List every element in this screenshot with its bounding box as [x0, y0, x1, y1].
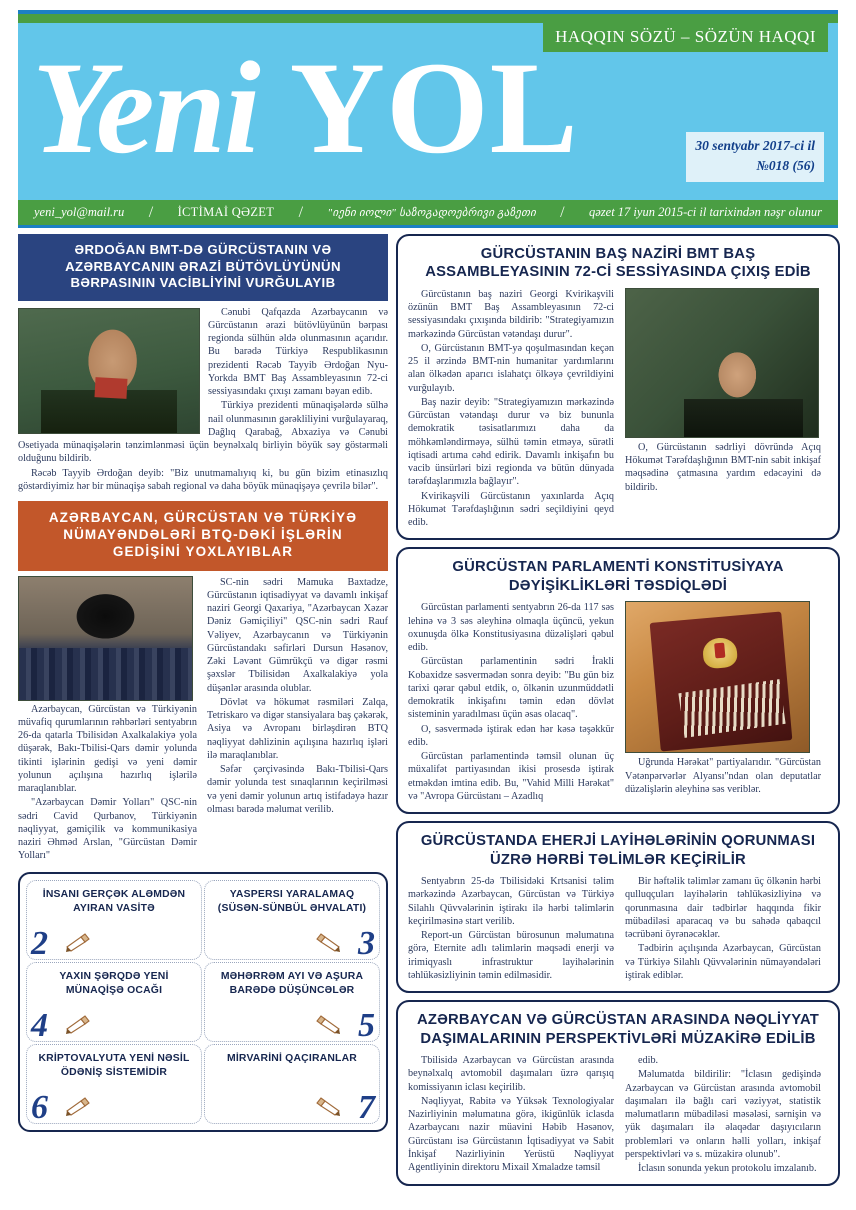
paragraph: Azərbaycan, Gürcüstan və Türkiyənin müvafiq qurumlarının rəhbərləri sentyabrın 26-da qatarla Tbilisidən Axalkalakiyə yola düşərək, Bakı-Tbilisi-Qars dəmir yolunda tikinti işlərinin gedişi və yeni dəmir yolunun açılışına hazırlıq işlərilə maraqlanıblar.: [18, 703, 197, 795]
title-word-yol: YOL: [289, 34, 579, 181]
left-column: [18, 234, 388, 1186]
article-military-drills-body: [408, 875, 828, 983]
contact-email[interactable]: yeni_yol@mail.ru: [34, 205, 125, 219]
article-transport[interactable]: [396, 1000, 840, 1186]
erdogan-photo: [18, 308, 200, 434]
article-kvirikashvili[interactable]: [396, 234, 840, 540]
contents-index-grid: [25, 879, 381, 1125]
index-item-page: 3: [358, 924, 375, 962]
article-military-drills-col-right: [625, 875, 821, 983]
article-btk-col-left: [18, 576, 197, 864]
content-area: [18, 234, 838, 1186]
paragraph: O, səsvermədə iştirak edən hər kəsə təşəkkür edib.: [408, 723, 614, 748]
article-military-drills-headline: GÜRCÜSTANDA EHERJİ LAYİHƏLƏRİNİN QORUNMASI ÜZRƏ HƏRBİ TƏLİMLƏR KEÇİRİLİR: [420, 833, 816, 868]
index-item-4[interactable]: [26, 962, 202, 1042]
paragraph: Tbilisidə Azərbaycan və Gürcüstan arasında beynəlxalq avtomobil daşımaları üzrə qarışıq komissiyanın iclası keçirilib.: [408, 1055, 614, 1093]
paragraph: Nəqliyyat, Rabitə və Yüksək Texnologiyalar Nazirliyinin məlumatına görə, ikigünlük iclasda Azərbaycanı nazir müavini Həbib Həsənov, Gürcüstanı isə Gürcüstanın İqtisadiyyat və Sabit İnkişaf Nazirliyinin Yerüstü Nəqliyyat Agentliyinin direktoru Mixail Xmaladze təmsil: [408, 1095, 614, 1174]
paragraph: Kvirikaşvili Gürcüstanın yaxınlarda Açıq Hökumət Tərəfdaşlığının sədri seçildiyini qeyd edib.: [408, 490, 614, 529]
article-kvirikashvili-headline: GÜRCÜSTANIN BAŞ NAZİRİ BMT BAŞ ASSAMBLEYASININ 72-Cİ SESSİYASINDA ÇIXIŞ EDİB: [425, 246, 811, 281]
pen-icon: [65, 1015, 99, 1035]
article-kvirikashvili-col-left: [408, 288, 614, 531]
article-btk-col-right: [207, 576, 388, 864]
index-item-2[interactable]: [26, 880, 202, 960]
right-column: [396, 234, 840, 1186]
georgian-subtitle: "იენი იოლი" საზოგადოებრივი გაზეთი: [327, 207, 536, 219]
index-item-page: 7: [358, 1088, 375, 1126]
index-item-title: İNSANI GERÇƏK ALƏMDƏN AYIRAN VASİTƏ: [42, 888, 186, 914]
publication-info-bar: [18, 200, 838, 228]
article-constitution[interactable]: [396, 547, 840, 814]
article-erdogan-headline: ƏRDOĞAN BMT-DƏ GÜRCÜSTANIN VƏ AZƏRBAYCANIN ƏRAZİ BÜTÖVLÜYÜNÜN BƏRPASININ VACİBLİYİNİ VURĞULAYIB: [18, 234, 388, 301]
paragraph: O, Gürcüstanın sədrliyi dövründə Açıq Hökumət Tərəfdaşlığının BMT-nin sabit inkişaf məqsədinə çatmasına yardım edəcəyini də bildirib.: [625, 441, 821, 493]
issue-info-box: [686, 132, 824, 182]
paragraph: İclasın sonunda yekun protokolu imzalanıb.: [638, 1163, 817, 1175]
article-constitution-body: [408, 601, 828, 804]
georgia-emblem-icon: [702, 637, 738, 670]
paragraph: Sentyabrın 25-də Tbilisidəki Krtsanisi təlim mərkəzində Azərbaycan, Gürcüstan və Türkiyə Silahlı Qüvvələrinin iştirakı ilə hərbi təlimlərin keçirilməsinə start verilib.: [408, 876, 614, 927]
divider-2: /: [298, 203, 304, 221]
paragraph: Gürcüstan parlamentində təmsil olunan üç müxalifət partiyasından ikisi prosesdə iştirak etməkdən imtina edib. Bu, "Vahid Milli Hərəkat" və "Avropa Gürcüstanı – Azadlıq: [408, 751, 614, 802]
article-constitution-col-right: [625, 601, 821, 804]
divider-1: /: [148, 203, 154, 221]
paragraph: Dövlət və hökumət rəsmiləri Zalqa, Tetriskaro və digər stansiyalara baş çəkərək, Asiya və Avropanı birləşdirən BTQ nəqliyyat dəhlizinin açılışına hazırlıq işləri ilə maraqlanıblar.: [207, 696, 388, 761]
paragraph: Gürcüstan parlamentinin sədri İrakli Kobaxidze səsvermədən sonra deyib: "Bu gün biz tarixi qərar qəbul etdik, o, ölkənin uzunmüddətli demokratik inkişafını təmin edən dövlət sisteminin yaradılması üçün əsas olacaq".: [408, 656, 614, 721]
index-item-page: 2: [31, 924, 48, 962]
article-btk-headline: AZƏRBAYCAN, GÜRCÜSTAN VƏ TÜRKİYƏ NÜMAYƏNDƏLƏRİ BTQ-DƏKİ İŞLƏRİN GEDİŞİNİ YOXLAYIBLAR: [18, 501, 388, 571]
paragraph: Türkiyə prezidenti münaqişələrdə sülhə nail olunmasının gərəkliliyini vurğulayaraq, Dağlıq Qarabağ, Abxaziya və Cənubi Osetiyada münaqişələrin tənzimlənməsi üçün beynəlxalq birliyin böyük səy göstərməli olduğunu bildirib.: [18, 400, 388, 465]
paragraph: Rəcəb Tayyib Ərdoğan deyib: "Biz unutmamalıyıq ki, bu gün bizim etinasızlıq göstərdiyimiz hər bir münaqişə sabah regional və daha böyük münaqişəyə çevrilə bilər".: [18, 467, 388, 492]
divider-3: /: [560, 203, 565, 221]
title-word-yeni: Yeni: [32, 34, 290, 181]
article-kvirikashvili-body: [408, 288, 828, 531]
paragraph: edib.: [638, 1055, 659, 1067]
article-transport-body: [408, 1054, 828, 1176]
article-transport-col-left: [408, 1054, 614, 1176]
paragraph: Məlumatda bildirilir: "İclasın gedişində Azərbaycan və Gürcüstan arasında avtomobil daşımaları ilə bağlı cari vəziyyət, statistik məlumatların mübadiləsi məsələsi, sərnişin və yük daşımaları ilə əlaqədar daşıyıcıların problemləri və onların həlli yolları, inkişaf perspektivləri və s. müzakirə olunub".: [625, 1069, 821, 1160]
article-btk-col-left-text: [18, 701, 197, 863]
pen-icon: [65, 933, 99, 953]
paragraph: "Azərbaycan Dəmir Yolları" QSC-nin sədri Cavid Qurbanov, Türkiyənin nəqliyyat, gəmiçilik və kommunikasiya naziri Əhməd Arslan, "Gürcüstan Dəmir Yolları": [18, 797, 197, 862]
pen-icon: [307, 1097, 341, 1117]
kvirikashvili-photo: [625, 288, 819, 438]
paragraph: Report-un Gürcüstan bürosunun məlumatına görə, Eternite adlı təlimlərin məqsədi enerji və irimiqyaslı infrastruktur layihələrinin təhlükəsizliyinin təmin edilməsidir.: [408, 930, 614, 981]
paragraph: Səfər çərçivəsində Bakı-Tbilisi-Qars dəmir yolunda test sınaqlarının keçirilməsi və yeni dəmir yolunun artıq istifadəyə hazır olması barədə məlumat verilib.: [207, 764, 388, 815]
index-item-title: KRİPTOVALYUTA YENİ NƏSİL ÖDƏNİŞ SİSTEMİDİR: [38, 1052, 190, 1078]
issue-date: 30 sentyabr 2017-ci il: [695, 138, 815, 153]
newspaper-slogan: HAQQIN SÖZÜ – SÖZÜN HAQQI: [543, 23, 828, 52]
article-military-drills[interactable]: [396, 821, 840, 993]
article-constitution-col-left: [408, 601, 614, 804]
article-kvirikashvili-col-right: [625, 288, 821, 531]
article-constitution-caption: [625, 753, 821, 796]
masthead: [18, 10, 838, 200]
index-item-6[interactable]: [26, 1044, 202, 1124]
constitution-book-photo: [625, 601, 810, 753]
index-item-3[interactable]: [204, 880, 380, 960]
index-item-title: MƏHƏRRƏM AYI VƏ AŞURA BARƏDƏ DÜŞÜNCƏLƏR: [220, 970, 364, 996]
masthead-green-bar: [18, 14, 838, 23]
newspaper-front-page: [0, 10, 856, 1210]
index-item-title: MİRVARİNİ QAÇIRANLAR: [226, 1052, 358, 1064]
publication-type: İCTİMAİ QƏZET: [177, 205, 275, 219]
paragraph: O, Gürcüstanın BMT-yə qoşulmasından keçən 25 il ərzində BMT-nin humanitar yardımlarını alan ölkədən aparıcı islahatçı ölkəyə çevrildiyini vurğulayıb.: [408, 342, 614, 394]
paragraph: Cənubi Qafqazda Azərbaycanın və Gürcüstanın ərazi bütövlüyünün bərpası regionda sülhün əldə olunmasının açarıdır. Bu barədə Türkiyə Respublikasının prezidenti Rəcəb Tayyib Ərdoğan Nyu-Yorkda BMT Baş Assambleyasının 72-ci sessiyasındakı çıxışı zamanı bəyan edib.: [208, 306, 388, 397]
index-item-7[interactable]: [204, 1044, 380, 1124]
pen-icon: [307, 933, 341, 953]
article-btk-body: [18, 576, 388, 864]
article-erdogan-body: [18, 301, 388, 495]
page-title: [32, 34, 579, 181]
paragraph: Bir həftəlik təlimlər zamanı üç ölkənin hərbi qulluqçuları layihələrin təhlükəsizliyinə və qorunmasına dair tədbirlər haqqında fikir mübadiləsi aparacaq və bu sahədə qabaqcıl təcrübəni öyrənəcəklər.: [625, 876, 821, 941]
article-transport-headline: AZƏRBAYCAN VƏ GÜRCÜSTAN ARASINDA NƏQLİYYAT DAŞIMALARININ PERSPEKTİVLƏRİ MÜZAKİRƏ EDİLİB: [416, 1012, 820, 1047]
article-transport-col-right: [625, 1054, 821, 1176]
article-kvirikashvili-caption: [625, 438, 821, 494]
index-item-title: YAXIN ŞƏRQDƏ YENİ MÜNAQİŞƏ OCAĞI: [59, 970, 169, 996]
paragraph: SC-nin sədri Mamuka Baxtadze, Gürcüstanın iqtisadiyyat və davamlı inkişaf naziri Georgi Qaxariya, "Azərbaycan Xəzər Dəniz Gəmiçiliyi" QSC-nin sədri Rauf Vəliyev, Azərbaycanın və Türkiyənin Gürcüstandakı səfirləri Dursun Həsənov, Zəki Ləvənt Gümrükçü və digər rəsmi şəxslər Tbilisidən Axalkalakiyə yola düşənlər arasında olublar.: [207, 576, 388, 694]
index-item-page: 5: [358, 1006, 375, 1044]
pen-icon: [307, 1015, 341, 1035]
index-item-page: 4: [31, 1006, 48, 1044]
publication-since: qəzet 17 iyun 2015-ci il tarixindən nəşr olunur: [589, 205, 822, 219]
issue-number: №018 (56): [756, 158, 815, 174]
contents-index-box: [18, 872, 388, 1132]
index-item-title: YASPERSI YARALAMAQ (SÜSƏN-SÜNBÜL ƏHVALATI): [217, 888, 367, 914]
article-military-drills-col-left: [408, 875, 614, 983]
paragraph: Gürcüstanın baş naziri Georgi Kvirikaşvili özünün BMT Baş Assambleyasının 72-ci sessiyasındakı çıxışında bildirib: "Strategiyamızın mərkəzində Gürcüstan vətəndaşı durur".: [408, 288, 614, 340]
article-btk[interactable]: [18, 501, 388, 864]
paragraph: Gürcüstan parlamenti sentyabrın 26-da 117 səs lehinə və 3 səs əleyhinə olmaqla üçüncü, yekun oxunuşda ölkə Konstitusiyasına düzəlişləri qəbul edib.: [408, 602, 614, 654]
paragraph: Baş nazir deyib: "Strategiyamızın mərkəzində Gürcüstan vətəndaşı durur və biz bununla demokratik təsisatlarımızı daha da möhkəmləndirməyə, sülhü təmin etməyə, sürətli iqtisadi artıma cəhd edirik. Davamlı inkişafın bu vacib ünsürləri bizi regionda və bütün dünyada tərəfdaşlarımızla bağlayır".: [408, 396, 614, 488]
index-item-5[interactable]: [204, 962, 380, 1042]
article-constitution-headline: GÜRCÜSTAN PARLAMENTİ KONSTİTUSİYAYA DƏYİŞİKLİKLƏRİ TƏSDİQLƏDİ: [452, 559, 784, 594]
article-erdogan[interactable]: [18, 234, 388, 494]
pen-icon: [65, 1097, 99, 1117]
btk-tunnel-photo: [18, 576, 193, 701]
index-item-page: 6: [31, 1088, 48, 1126]
georgian-script-decoration: [678, 680, 786, 739]
paragraph: Uğrunda Hərəkat" partiyalarıdır. "Gürcüstan Vətənpərvərlər Alyansı"ndan olan deputatlar düzəlişlərin əleyhinə səs veriblər.: [625, 757, 821, 795]
paragraph: Tədbirin açılışında Azərbaycan, Gürcüstan və Türkiyə Silahlı Qüvvələrinin nümayəndələri iştirak ediblər.: [625, 943, 821, 981]
